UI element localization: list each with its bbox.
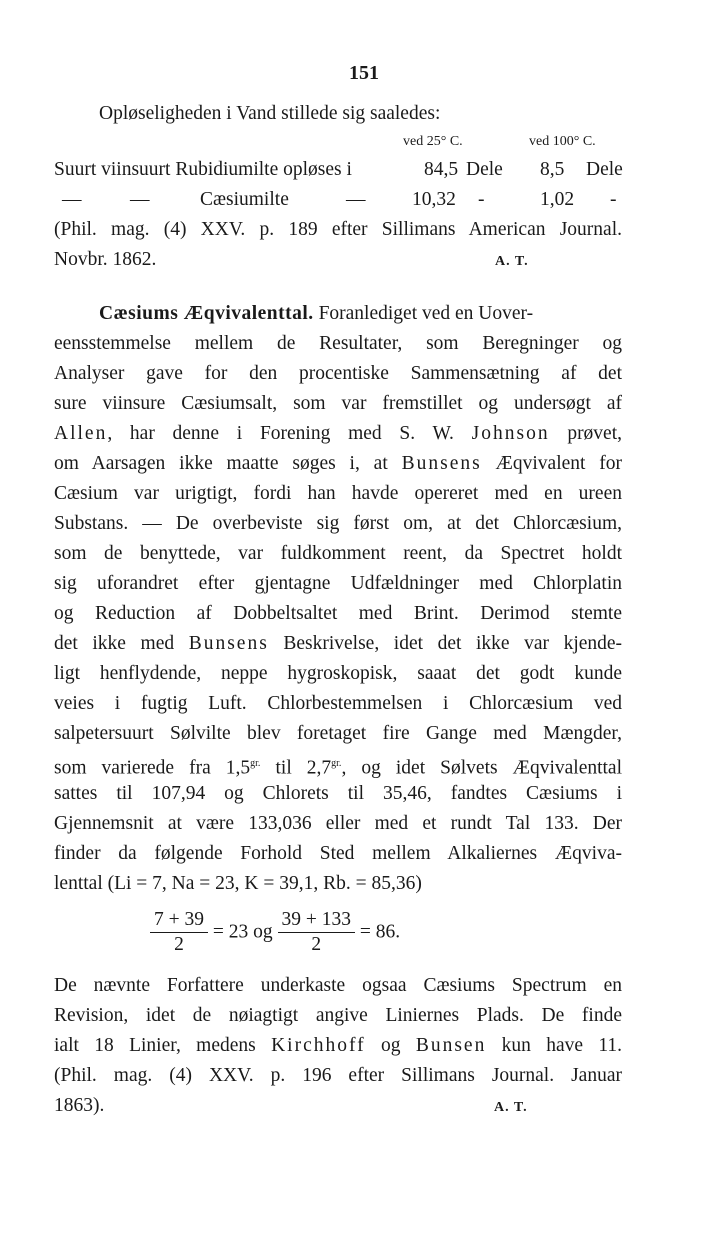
article-line-10: sig uforandret efter gjentagne Udfældninger med Chlorplatin — [54, 573, 622, 594]
table-row-caesium-mark-100: - — [610, 189, 617, 210]
closing-line-4: (Phil. mag. (4) XXV. p. 196 efter Sillimans Journal. Januar — [54, 1065, 622, 1086]
article-line-15: salpetersuurt Sølvilte blev foretaget fire Gange med Mængder, — [54, 723, 622, 744]
table-row-caesium-dash-1: — — [62, 189, 82, 210]
table-row-rubidium-value-25: 84,5 — [424, 159, 459, 180]
col-header-25: ved 25° C. — [403, 134, 463, 149]
table-row-caesium-dash-2: — — [130, 189, 150, 210]
table-row-caesium-mark-25: - — [478, 189, 485, 210]
author-bunsen: Bunsens — [188, 633, 269, 654]
fraction-2-denominator: 2 — [311, 934, 322, 955]
table-row-caesium-dash-3: — — [346, 189, 366, 210]
table-row-rubidium-value-100: 8,5 — [540, 159, 565, 180]
article-line-20: lenttal (Li = 7, Na = 23, K = 39,1, Rb. = 85,36) — [54, 873, 422, 894]
closing-line-2: Revision, idet de nøiagtigt angive Liniernes Plads. De finde — [54, 1005, 622, 1026]
article-line-8: Substans. — De overbeviste sig først om, at det Chlorcæsium, — [54, 513, 622, 534]
table-row-caesium-value-25: 10,32 — [412, 189, 456, 210]
table-row-rubidium-label: Suurt viinsuurt Rubidiumilte opløses i — [54, 159, 352, 180]
formula — [150, 908, 400, 957]
fraction-1-numerator: 7 + 39 — [150, 908, 208, 933]
intro-signature: A. T. — [495, 254, 529, 269]
fraction-1-denominator: 2 — [174, 934, 184, 955]
article-line-18: Gjennemsnit at være 133,036 eller med et rundt Tal 133. Der — [54, 813, 622, 834]
article-line-6: om Aarsagen ikke maatte søges i, at Bunsens Æqvivalent for — [54, 453, 623, 474]
fraction-2-numerator: 39 + 133 — [278, 908, 356, 933]
article-line-1: Foranlediget ved en Uover- — [318, 303, 534, 324]
col-header-100: ved 100° C. — [529, 134, 596, 149]
formula-equals-2: = 86. — [359, 921, 401, 943]
article-line-4: sure viinsure Cæsiumsalt, som var fremstillet og undersøgt af — [54, 393, 622, 414]
article-line-11: og Reduction af Dobbeltsaltet med Brint. Derimod stemte — [54, 603, 622, 624]
article-line-7: Cæsium var urigtigt, fordi han havde opereret med en ureen — [54, 483, 622, 504]
article-title: Cæsiums Æqvivalenttal. — [99, 303, 314, 324]
article-line-13: ligt henflydende, neppe hygroskopisk, saaat det godt kunde — [54, 663, 622, 684]
fraction-2 — [278, 908, 356, 957]
closing-line-1: De nævnte Forfattere underkaste ogsaa Cæsiums Spectrum en — [54, 975, 622, 996]
closing-line-3: ialt 18 Linier, medens Kirchhoff og Bunsen kun have 11. — [54, 1035, 623, 1056]
closing-line-5: 1863). — [54, 1095, 105, 1116]
table-row-caesium-value-100: 1,02 — [540, 189, 575, 210]
table-row-rubidium-unit-25: Dele — [466, 159, 503, 180]
author-johnson: Johnson — [471, 423, 550, 444]
article-line-19: finder da følgende Forhold Sted mellem Alkaliernes Æqviva- — [54, 843, 622, 864]
fraction-1 — [150, 908, 208, 957]
intro-heading: Opløseligheden i Vand stillede sig saaledes: — [99, 103, 441, 124]
author-kirchhoff: Kirchhoff — [271, 1035, 366, 1056]
author-bunsen: Bunsens — [401, 453, 482, 474]
table-row-caesium-label: Cæsiumilte — [200, 189, 289, 210]
article-line-2: eensstemmelse mellem de Resultater, som Beregninger og — [54, 333, 622, 354]
author-bunsen: Bunsen — [415, 1035, 487, 1056]
formula-equals-1: = 23 og — [212, 921, 273, 943]
article-line-17: sattes til 107,94 og Chlorets til 35,46, fandtes Cæsiums i — [54, 783, 622, 804]
article-line-5: Allen, har denne i Forening med S. W. Johnson prøvet, — [54, 423, 623, 444]
article-line-12: det ikke med Bunsens Beskrivelse, idet det ikke var kjende- — [54, 633, 623, 654]
article-first-line — [99, 300, 533, 328]
table-row-rubidium-unit-100: Dele — [586, 159, 623, 180]
reference-line-2: Novbr. 1862. — [54, 249, 157, 270]
article-line-14: veies i fugtig Luft. Chlorbestemmelsen i Chlorcæsium ved — [54, 693, 622, 714]
article-line-9: som de benyttede, var fuldkomment reent, da Spectret holdt — [54, 543, 622, 564]
article-signature: A. T. — [494, 1100, 528, 1115]
page-number: 151 — [349, 62, 379, 84]
reference-line-1: (Phil. mag. (4) XXV. p. 189 efter Sillimans American Journal. — [54, 219, 622, 240]
article-line-16: som varierede fra $1,5^{gr.}$ til $2,7^{gr.}$, og idet Sølvets Æqvivalenttal — [54, 757, 623, 779]
article-line-3: Analyser gave for den procentiske Sammensætning af det — [54, 363, 622, 384]
author-allen: Allen — [54, 423, 108, 444]
